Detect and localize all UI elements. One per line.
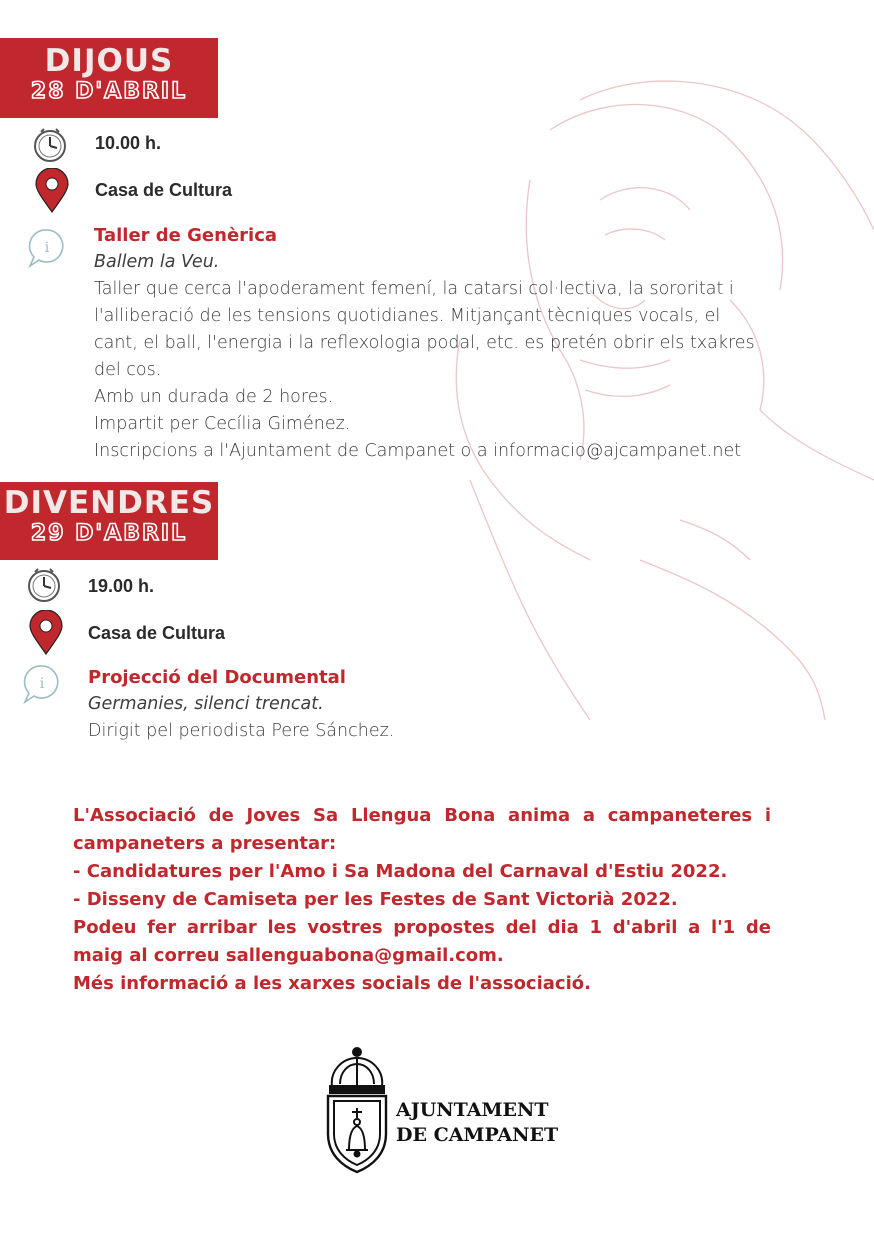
town-hall-name	[396, 1098, 558, 1148]
event-subtitle: Ballem la Veu.	[94, 252, 220, 272]
info-bubble-icon	[27, 226, 67, 272]
day-name: DIJOUS	[44, 43, 174, 79]
notice-line: Més informació a les xarxes socials de l'associació.	[73, 973, 591, 994]
event-description-line: Inscripcions a l'Ajuntament de Campanet o a informacio@ajcampanet.net	[94, 441, 742, 461]
event-title: Projecció del Documental	[88, 667, 346, 688]
map-pin-icon	[26, 610, 66, 656]
event-title: Taller de Genèrica	[94, 225, 278, 246]
notice-line: - Candidatures per l'Amo i Sa Madona del Carnaval d'Estiu 2022.	[73, 861, 728, 882]
notice-line: - Disseny de Camiseta per les Festes de Sant Victorià 2022.	[73, 889, 678, 910]
svg-text:i: i	[39, 676, 45, 692]
event-description-line: del cos.	[94, 360, 162, 380]
event-description-line: Impartit per Cecília Giménez.	[94, 414, 351, 434]
logo-line: DE CAMPANET	[396, 1124, 559, 1146]
notice-line: campaneters a presentar:	[73, 833, 337, 854]
event-time: 10.00 h.	[95, 133, 162, 153]
event-description-line: Taller que cerca l'apoderament femení, la catarsi col·lectiva, la sororitat i	[94, 279, 734, 299]
event-time: 19.00 h.	[88, 576, 155, 596]
info-bubble-icon	[22, 662, 62, 708]
event-subtitle: Germanies, silenci trencat.	[88, 694, 324, 714]
notice-line: L'Associació de Joves Sa Llengua Bona anima a campaneteres i	[73, 805, 771, 826]
event-description-line: Amb un durada de 2 hores.	[94, 387, 334, 407]
association-notice	[73, 802, 771, 998]
event-place: Casa de Cultura	[95, 180, 233, 200]
day-date: 28 D'ABRIL	[30, 79, 188, 104]
day-name: DIVENDRES	[3, 485, 215, 521]
day-banner-2	[0, 482, 218, 560]
notice-line: Podeu fer arribar les vostres propostes del dia 1 d'abril a l'1 de	[73, 917, 771, 938]
event-description-line: l'alliberació de les tensions quotidianes. Mitjançant tècniques vocals, el	[94, 306, 721, 326]
town-crest-logo	[322, 1046, 392, 1174]
day-banner-1	[0, 38, 218, 118]
svg-text:i: i	[44, 240, 50, 256]
clock-icon	[24, 564, 64, 610]
day-date: 29 D'ABRIL	[30, 521, 188, 546]
event-details-2	[88, 664, 394, 745]
event-place: Casa de Cultura	[88, 623, 226, 643]
clock-icon	[30, 124, 70, 170]
event-details-1	[94, 222, 755, 465]
event-description-line: Dirigit pel periodista Pere Sánchez.	[88, 721, 395, 741]
event-description-line: cant, el ball, l'energia i la reflexologia podal, etc. es pretén obrir els txakres	[94, 333, 755, 353]
notice-line: maig al correu sallenguabona@gmail.com.	[73, 945, 504, 966]
map-pin-icon	[32, 168, 72, 214]
logo-line: AJUNTAMENT	[396, 1099, 549, 1121]
